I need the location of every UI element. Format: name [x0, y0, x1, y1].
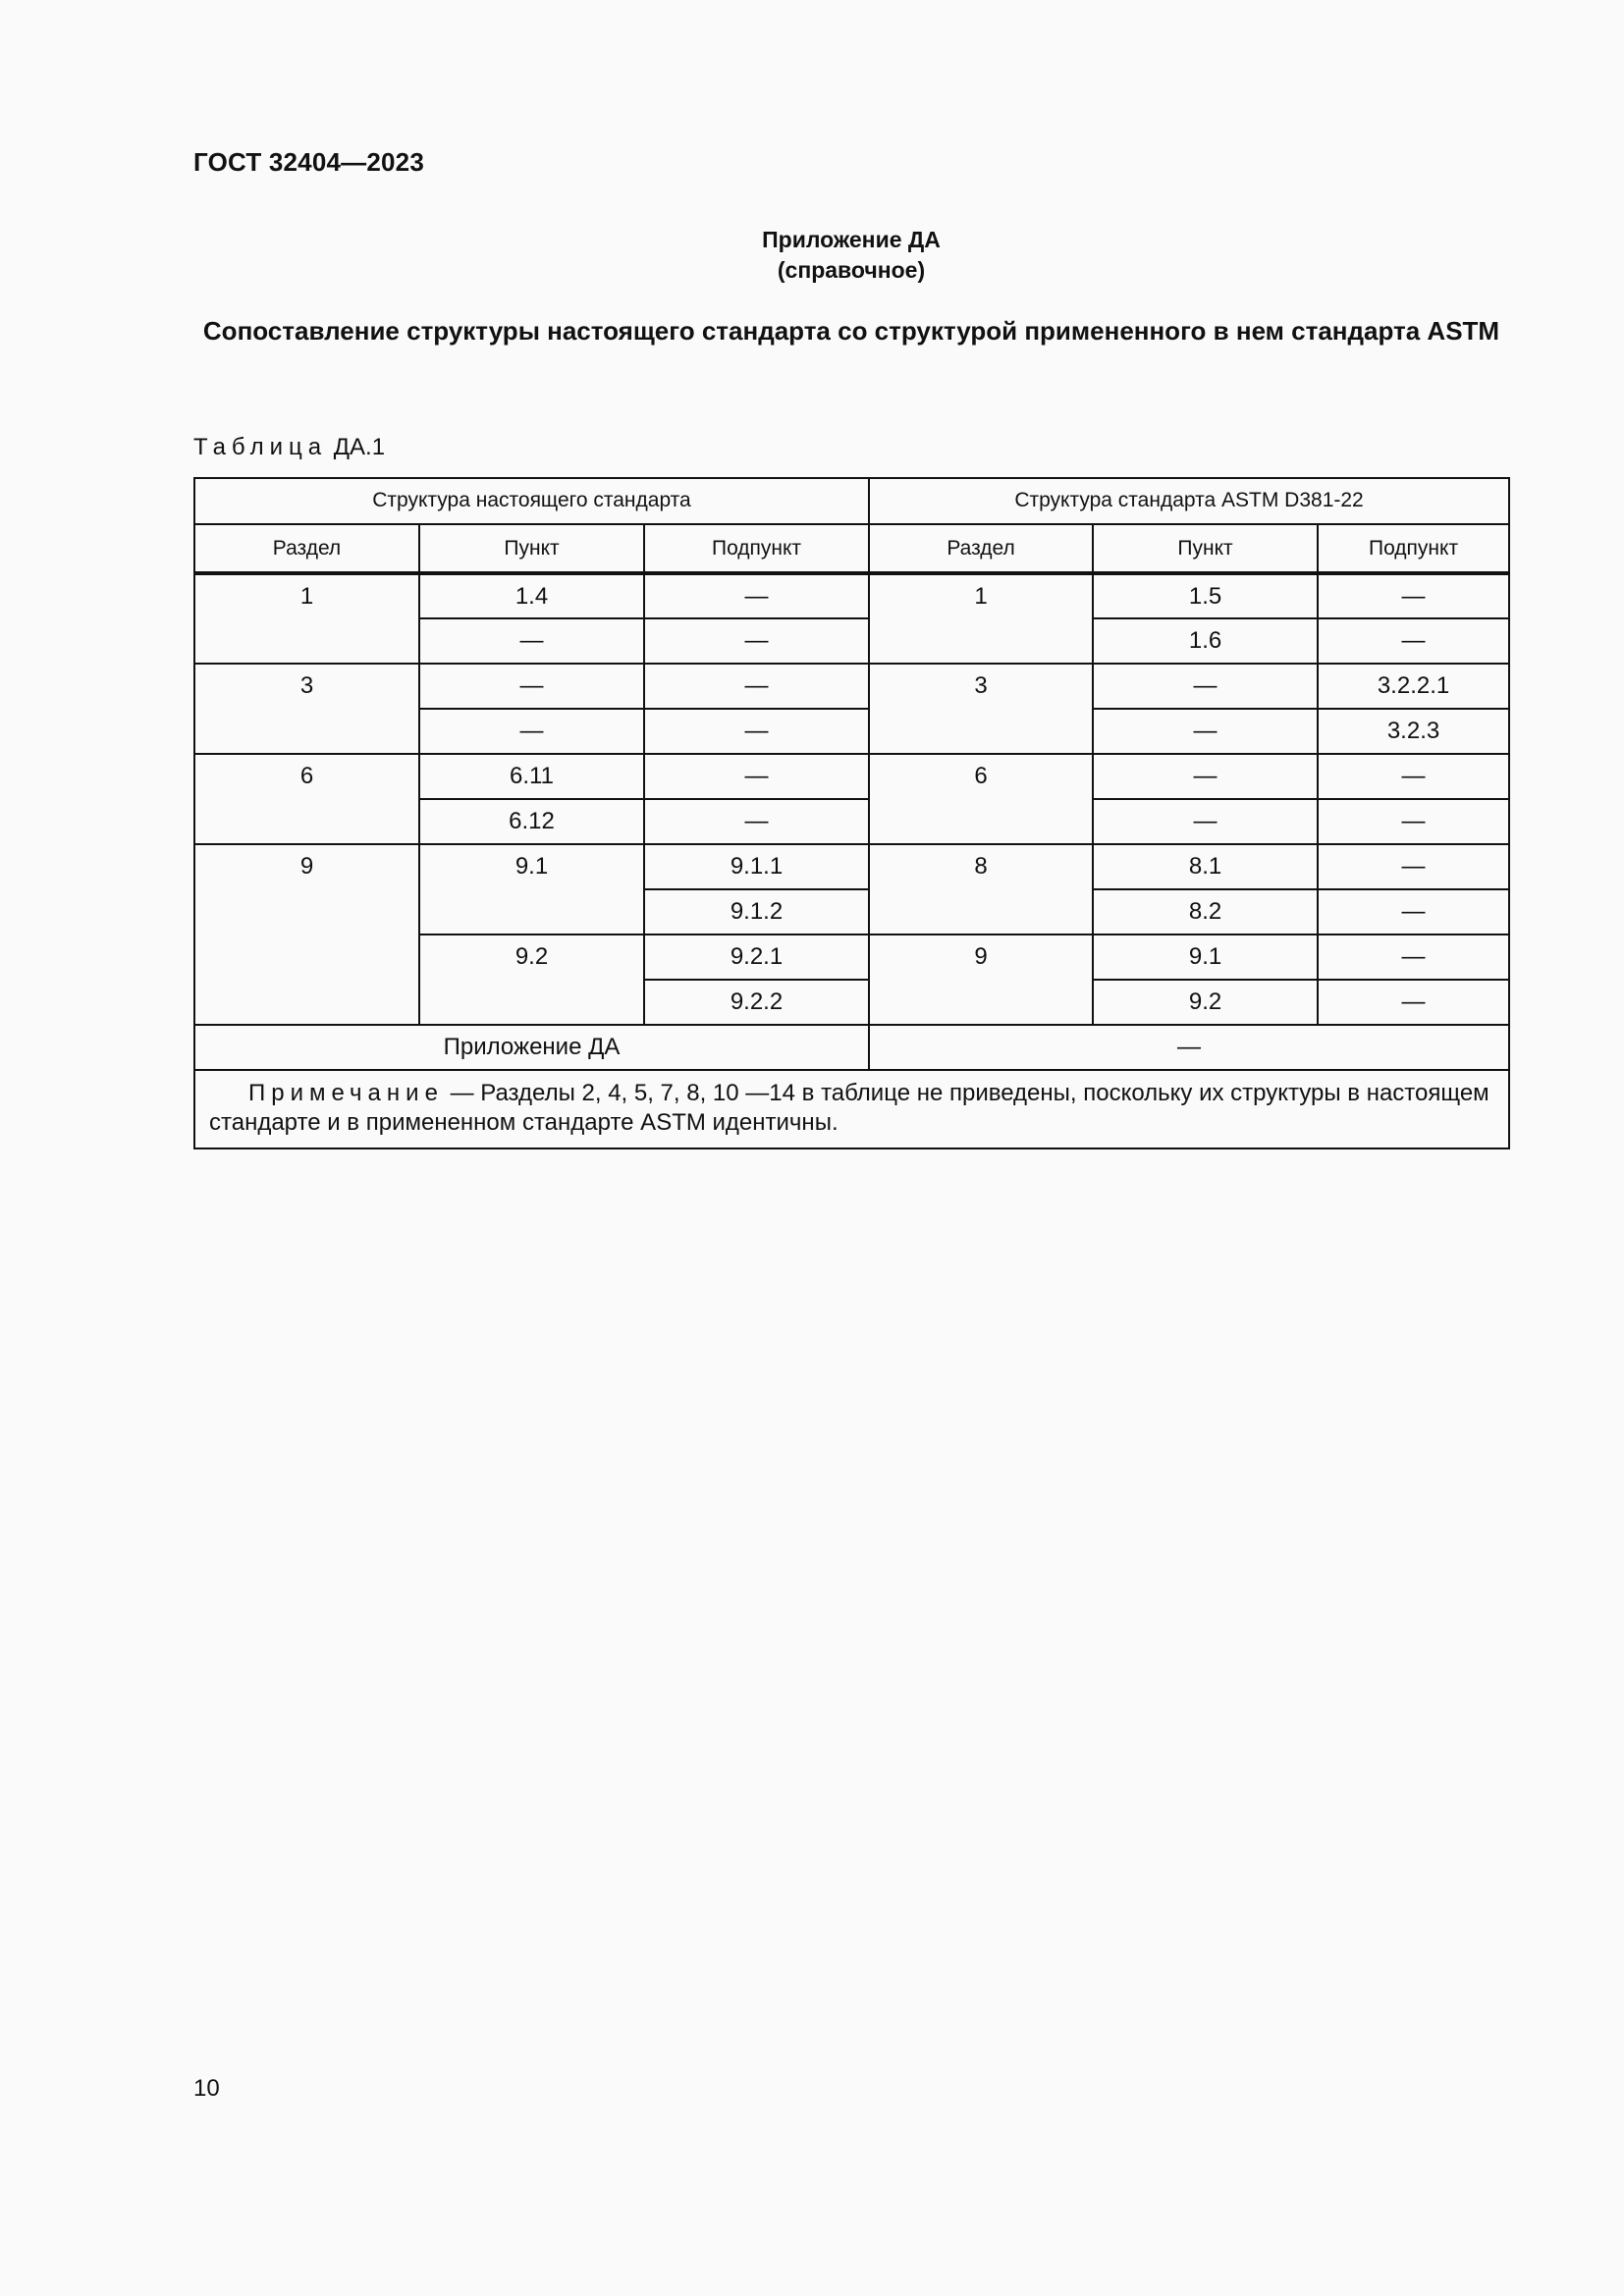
table-cell: —: [419, 618, 644, 664]
table-cell: 1: [194, 573, 419, 664]
table-cell: —: [1093, 709, 1318, 754]
table-cell: —: [644, 664, 869, 709]
table-cell: 9: [194, 844, 419, 1025]
table-cell: 1.4: [419, 573, 644, 618]
table-cell: —: [1318, 799, 1509, 844]
table-cell: 6: [869, 754, 1093, 844]
table-cell: 9.1: [419, 844, 644, 934]
table-cell: 6: [194, 754, 419, 844]
table-row-annex: [194, 1025, 1509, 1070]
table-cell: 6.11: [419, 754, 644, 799]
column-header: Пункт: [1093, 524, 1318, 573]
table-cell: 9.2.1: [644, 934, 869, 980]
table-cell: 9.1: [1093, 934, 1318, 980]
table-cell: —: [419, 709, 644, 754]
table-cell: 9.1.1: [644, 844, 869, 889]
table-row: [194, 844, 1509, 889]
annex-title-block: [0, 225, 1624, 286]
table-note-row: [194, 1070, 1509, 1148]
table-cell: 1.5: [1093, 573, 1318, 618]
column-header: Раздел: [869, 524, 1093, 573]
page-number: 10: [193, 2075, 220, 2102]
table-cell: 1: [869, 573, 1093, 664]
table-group-header-row: [194, 478, 1509, 524]
table-cell: —: [644, 709, 869, 754]
document-header: ГОСТ 32404—2023: [193, 147, 424, 177]
table-cell: —: [1318, 754, 1509, 799]
table-cell: —: [1318, 980, 1509, 1025]
table-row: [194, 664, 1509, 709]
table-cell: 3: [194, 664, 419, 754]
table-cell: —: [419, 664, 644, 709]
note-text: — Разделы 2, 4, 5, 7, 8, 10 —14 в таблице не приведены, поскольку их структуры в настоящем стандарте и в примененном стандарте ASTM идентичны.: [209, 1080, 1489, 1136]
table-column-header-row: [194, 524, 1509, 573]
table-cell: —: [1093, 799, 1318, 844]
table-cell: 9.2.2: [644, 980, 869, 1025]
table-cell: —: [1318, 573, 1509, 618]
table-cell: 9.2: [419, 934, 644, 1025]
column-header: Раздел: [194, 524, 419, 573]
table-cell: —: [644, 799, 869, 844]
table-note: [194, 1070, 1509, 1148]
annex-title: Приложение ДА: [762, 227, 941, 252]
table-cell: —: [1318, 844, 1509, 889]
note-label: Примечание: [248, 1080, 444, 1106]
table-cell: —: [1318, 934, 1509, 980]
group-header-current: Структура настоящего стандарта: [194, 478, 869, 524]
table-row: [194, 573, 1509, 618]
table-cell: 1.6: [1093, 618, 1318, 664]
table-cell: 9: [869, 934, 1093, 1025]
table-cell: 3: [869, 664, 1093, 754]
annex-subtitle: (справочное): [777, 257, 926, 283]
table-row: [194, 754, 1509, 799]
table-cell: 8.1: [1093, 844, 1318, 889]
table-cell: —: [644, 573, 869, 618]
group-header-astm: Структура стандарта ASTM D381-22: [869, 478, 1509, 524]
table-cell: 3.2.2.1: [1318, 664, 1509, 709]
table-caption: [193, 434, 385, 461]
table-cell: —: [1093, 754, 1318, 799]
column-header: Подпункт: [644, 524, 869, 573]
comparison-table: [193, 477, 1510, 1149]
table-cell: 9.1.2: [644, 889, 869, 934]
table-caption-number: ДА.1: [333, 434, 386, 460]
table-cell: 8: [869, 844, 1093, 934]
column-header: Пункт: [419, 524, 644, 573]
table-cell: 8.2: [1093, 889, 1318, 934]
column-header: Подпункт: [1318, 524, 1509, 573]
table-cell: 6.12: [419, 799, 644, 844]
annex-row-right: —: [869, 1025, 1509, 1070]
annex-row-left: Приложение ДА: [194, 1025, 869, 1070]
table-cell: —: [1318, 889, 1509, 934]
table-cell: 9.2: [1093, 980, 1318, 1025]
table-cell: —: [1093, 664, 1318, 709]
table-cell: —: [1318, 618, 1509, 664]
table-cell: —: [644, 618, 869, 664]
table-caption-label: Таблица: [193, 434, 328, 460]
section-heading: Сопоставление структуры настоящего стандарта со структурой примененного в нем стандарта ASTM: [202, 316, 1500, 346]
table-cell: —: [644, 754, 869, 799]
table-cell: 3.2.3: [1318, 709, 1509, 754]
